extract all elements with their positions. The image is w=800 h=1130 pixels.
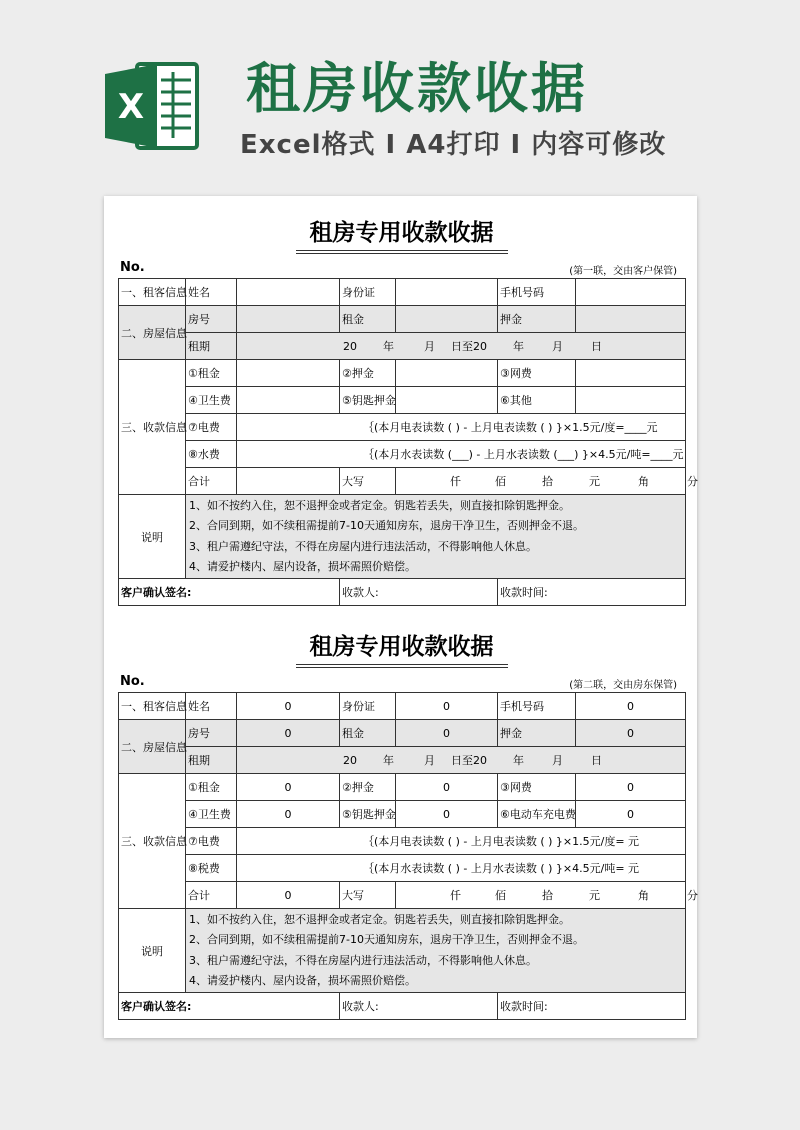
receiver-signature[interactable]: 收款人: (340, 579, 498, 606)
amount-in-words-label: 大写 (340, 882, 396, 909)
phone-label: 手机号码 (498, 279, 576, 306)
id-card-label: 身份证 (340, 279, 396, 306)
internet-fee-value[interactable] (576, 360, 686, 387)
total-label: 合计 (186, 882, 237, 909)
room-value[interactable]: 0 (237, 720, 340, 747)
deposit-label: 押金 (498, 306, 576, 333)
rent-value[interactable]: 0 (396, 720, 498, 747)
customer-signature[interactable]: 客户确认签名: (119, 993, 340, 1020)
form-title: 租房专用收款收据 (309, 634, 494, 660)
rent-fee-label: ①租金 (186, 360, 237, 387)
copy-note: (第一联，交由客户保管) (569, 266, 677, 277)
internet-fee-label: ③网费 (498, 774, 576, 801)
deposit-fee-value[interactable] (396, 360, 498, 387)
ebike-charging-fee-value[interactable]: 0 (576, 801, 686, 828)
note-line: 4、请爱护楼内、屋内设备，损坏需照价赔偿。 (189, 560, 416, 573)
deposit-label: 押金 (498, 720, 576, 747)
room-label: 房号 (186, 306, 237, 333)
notes-label: 说明 (119, 495, 186, 579)
receipt-table (118, 278, 698, 606)
rent-fee-value[interactable] (237, 360, 340, 387)
amount-in-words-label: 大写 (340, 468, 396, 495)
name-label: 姓名 (186, 693, 237, 720)
water-formula[interactable]: ｛(本月水表读数 (___) - 上月水表读数 (___) }×4.5元/吨=____元 (237, 441, 686, 468)
note-line: 4、请爱护楼内、屋内设备，损坏需照价赔偿。 (189, 974, 416, 987)
name-value[interactable]: 0 (237, 693, 340, 720)
period-label: 租期 (186, 747, 237, 774)
note-line: 1、如不按约入住，恕不退押金或者定金。钥匙若丢失，则直接扣除钥匙押金。 (189, 912, 570, 926)
tenant-section-label: 一、租客信息 (119, 279, 186, 306)
rent-label: 租金 (340, 720, 396, 747)
copy-note: (第二联，交由房东保管) (569, 680, 677, 691)
receipt-paper (104, 196, 697, 1038)
deposit-value[interactable] (576, 306, 686, 333)
notes-content (186, 495, 686, 579)
phone-value[interactable] (576, 279, 686, 306)
excel-logo-icon (103, 58, 203, 154)
sanitation-fee-label: ④卫生费 (186, 387, 237, 414)
receipt-table (118, 692, 698, 1020)
ebike-charging-fee-label: ⑥电动车充电费 (498, 801, 576, 828)
note-line: 2、合同到期，如不续租需提前7-10天通知房东，退房干净卫生，否则押金不退。 (189, 933, 584, 946)
note-line: 2、合同到期，如不续租需提前7-10天通知房东，退房干净卫生，否则押金不退。 (189, 519, 584, 532)
rental-period[interactable]: 20 年 月 日至20 年 月 日 (237, 747, 686, 774)
phone-value[interactable]: 0 (576, 693, 686, 720)
payment-section-label: 三、收款信息 (119, 360, 186, 495)
amount-in-words[interactable]: 仟 佰 拾 元 角 分 (396, 468, 686, 495)
rent-label: 租金 (340, 306, 396, 333)
receipt-time[interactable]: 收款时间: (498, 579, 686, 606)
name-value[interactable] (237, 279, 340, 306)
receipt-number-label: No. (120, 674, 145, 689)
total-value[interactable] (237, 468, 340, 495)
internet-fee-value[interactable]: 0 (576, 774, 686, 801)
other-fee-label: ⑥其他 (498, 387, 576, 414)
rental-period[interactable]: 20 年 月 日至20 年 月 日 (237, 333, 686, 360)
excel-logo-letter: X (117, 87, 145, 127)
receiver-signature[interactable]: 收款人: (340, 993, 498, 1020)
name-label: 姓名 (186, 279, 237, 306)
notes-label: 说明 (119, 909, 186, 993)
water-label: ⑧税费 (186, 855, 237, 882)
rent-fee-value[interactable]: 0 (237, 774, 340, 801)
receipt-number-label: No. (120, 260, 145, 275)
other-fee-value[interactable] (576, 387, 686, 414)
deposit-value[interactable]: 0 (576, 720, 686, 747)
room-label: 房号 (186, 720, 237, 747)
water-formula[interactable]: ｛(本月水表读数 ( ) - 上月水表读数 ( ) }×4.5元/吨= 元 (237, 855, 686, 882)
phone-label: 手机号码 (498, 693, 576, 720)
note-line: 3、租户需遵纪守法，不得在房屋内进行违法活动，不得影响他人休息。 (189, 539, 537, 553)
key-deposit-value[interactable]: 0 (396, 801, 498, 828)
id-card-label: 身份证 (340, 693, 396, 720)
electricity-formula[interactable]: ｛(本月电表读数 ( ) - 上月电表读数 ( ) }×1.5元/度=____元 (237, 414, 686, 441)
total-value[interactable]: 0 (237, 882, 340, 909)
deposit-fee-label: ②押金 (340, 774, 396, 801)
banner-title: 租房收款收据 (246, 57, 588, 120)
note-line: 1、如不按约入住，恕不退押金或者定金。钥匙若丢失，则直接扣除钥匙押金。 (189, 498, 570, 512)
sanitation-fee-label: ④卫生费 (186, 801, 237, 828)
internet-fee-label: ③网费 (498, 360, 576, 387)
customer-signature[interactable]: 客户确认签名: (119, 579, 340, 606)
sanitation-fee-value[interactable]: 0 (237, 801, 340, 828)
total-label: 合计 (186, 468, 237, 495)
electricity-label: ⑦电费 (186, 414, 237, 441)
receipt-time[interactable]: 收款时间: (498, 993, 686, 1020)
room-value[interactable] (237, 306, 340, 333)
house-section-label: 二、房屋信息 (119, 306, 186, 360)
form-title: 租房专用收款收据 (309, 220, 494, 246)
receipt-form-first-copy (118, 216, 698, 606)
receipt-form-second-copy (118, 630, 698, 1020)
key-deposit-value[interactable] (396, 387, 498, 414)
note-line: 3、租户需遵纪守法，不得在房屋内进行违法活动，不得影响他人休息。 (189, 953, 537, 967)
deposit-fee-label: ②押金 (340, 360, 396, 387)
water-label: ⑧水费 (186, 441, 237, 468)
id-card-value[interactable] (396, 279, 498, 306)
electricity-label: ⑦电费 (186, 828, 237, 855)
key-deposit-label: ⑤钥匙押金 (340, 801, 396, 828)
period-label: 租期 (186, 333, 237, 360)
rent-value[interactable] (396, 306, 498, 333)
banner-subtitle: Excel格式 I A4打印 I 内容可修改 (240, 130, 667, 160)
amount-in-words[interactable]: 仟 佰 拾 元 角 分 (396, 882, 686, 909)
tenant-section-label: 一、租客信息 (119, 693, 186, 720)
key-deposit-label: ⑤钥匙押金 (340, 387, 396, 414)
sanitation-fee-value[interactable] (237, 387, 340, 414)
rent-fee-label: ①租金 (186, 774, 237, 801)
payment-section-label: 三、收款信息 (119, 774, 186, 909)
id-card-value[interactable]: 0 (396, 693, 498, 720)
house-section-label: 二、房屋信息 (119, 720, 186, 774)
notes-content (186, 909, 686, 993)
electricity-formula[interactable]: ｛(本月电表读数 ( ) - 上月电表读数 ( ) }×1.5元/度= 元 (237, 828, 686, 855)
deposit-fee-value[interactable]: 0 (396, 774, 498, 801)
